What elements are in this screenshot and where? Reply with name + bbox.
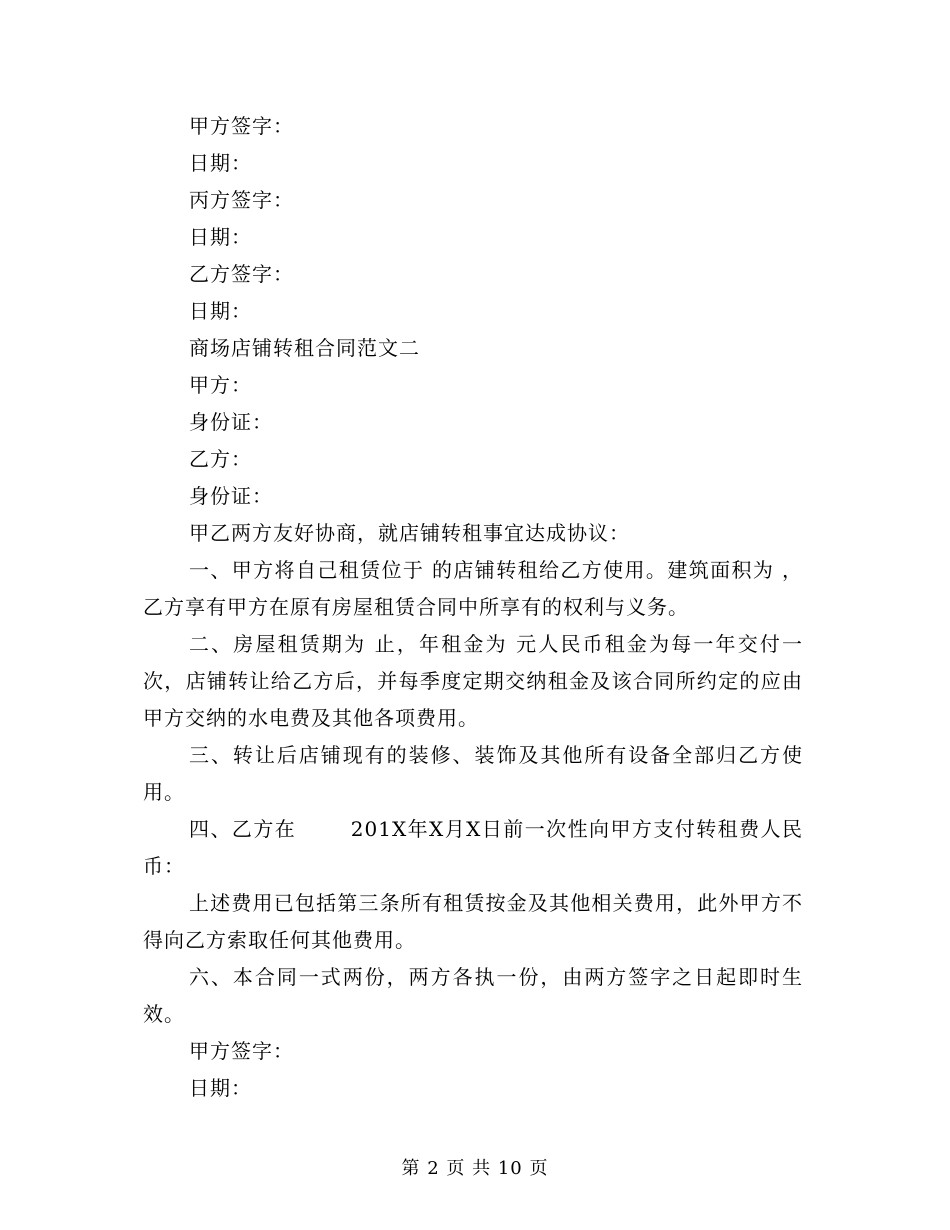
clause-1: 一、甲方将自己租赁位于 的店铺转租给乙方使用。建筑面积为 ，乙方享有甲方在原有房屋租赁合同中所享有的权利与义务。 bbox=[143, 558, 803, 619]
document-body bbox=[143, 108, 803, 1107]
party-c-signature-line: 丙方签字： bbox=[189, 188, 294, 212]
date-line: 日期： bbox=[189, 299, 252, 323]
clause-6: 六、本合同一式两份，两方各执一份，由两方签字之日起即时生效。 bbox=[143, 965, 803, 1026]
clause-4: 四、乙方在 201X年X月X日前一次性向甲方支付转租费人民币： bbox=[143, 817, 803, 878]
party-b-line: 乙方： bbox=[189, 447, 252, 471]
date-line: 日期： bbox=[189, 1076, 252, 1100]
page-number-footer: 第 2 页 共 10 页 bbox=[401, 1158, 549, 1179]
clause-2: 二、房屋租赁期为 止，年租金为 元人民币租金为每一年交付一次，店铺转让给乙方后，并每季度定期交纳租金及该合同所约定的应由甲方交纳的水电费及其他各项费用。 bbox=[143, 632, 803, 730]
party-b-signature-line: 乙方签字： bbox=[189, 262, 294, 286]
date-line: 日期： bbox=[189, 151, 252, 175]
id-card-line: 身份证： bbox=[189, 410, 273, 434]
id-card-line: 身份证： bbox=[189, 484, 273, 508]
section-title: 商场店铺转租合同范文二 bbox=[189, 336, 420, 360]
clause-3: 三、转让后店铺现有的装修、装饰及其他所有设备全部归乙方使用。 bbox=[143, 743, 803, 804]
party-a-line: 甲方： bbox=[189, 373, 252, 397]
clause-fee-note: 上述费用已包括第三条所有租赁按金及其他相关费用，此外甲方不得向乙方索取任何其他费用。 bbox=[143, 891, 803, 952]
party-a-signature-line: 甲方签字： bbox=[189, 1039, 294, 1063]
party-a-signature-line: 甲方签字： bbox=[189, 114, 294, 138]
agreement-intro: 甲乙两方友好协商，就店铺转租事宜达成协议： bbox=[189, 521, 630, 545]
date-line: 日期： bbox=[189, 225, 252, 249]
